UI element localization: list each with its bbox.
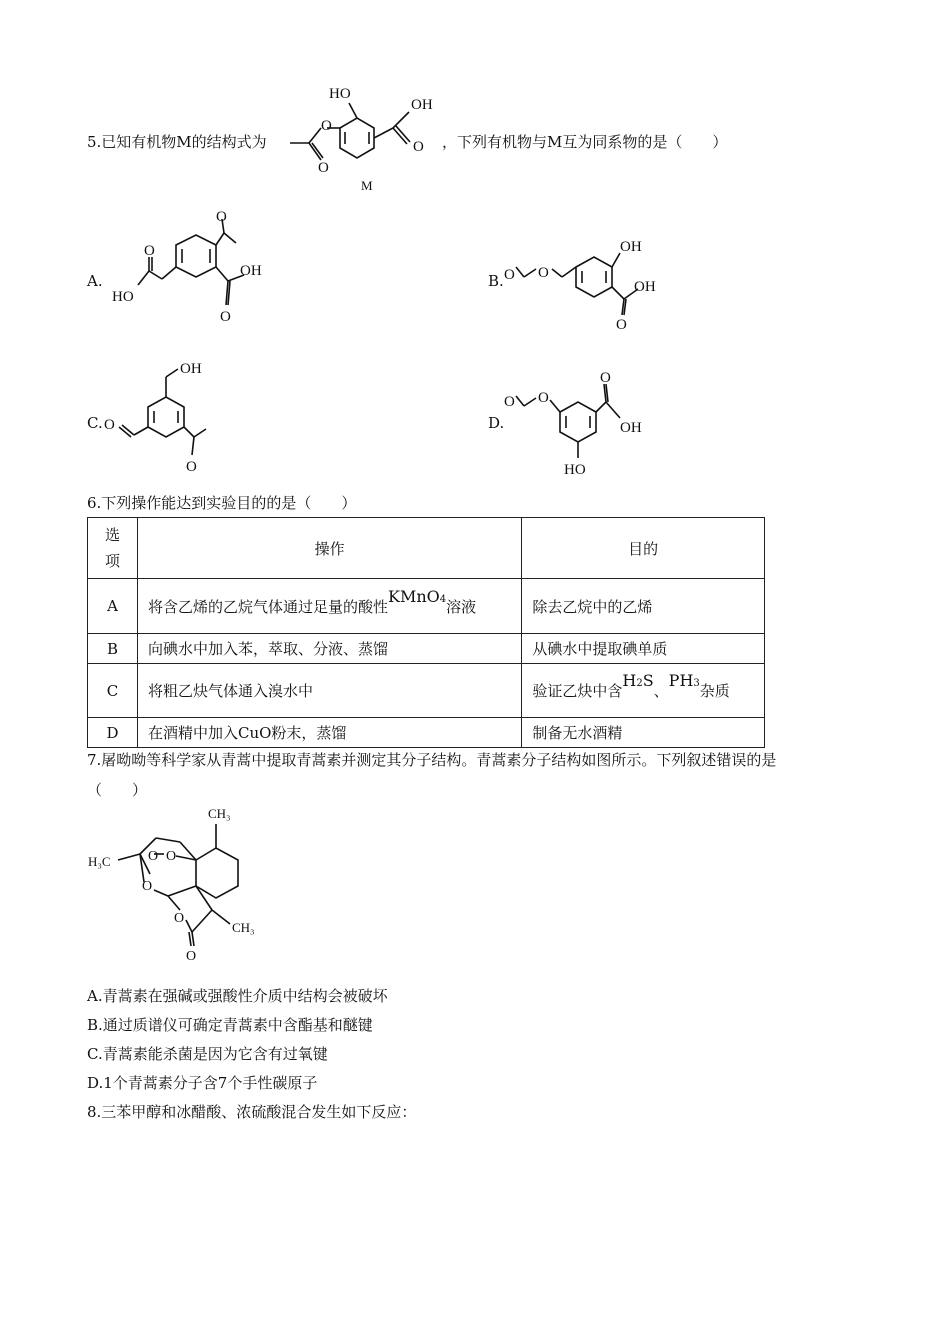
q6-row-purpose: 制备无水酒精	[522, 718, 765, 748]
m-ho: HO	[329, 86, 351, 102]
q5-stem-after	[442, 131, 727, 152]
b-oh: OH	[634, 279, 656, 295]
h2s-tail: S	[642, 671, 654, 690]
q7-stem	[87, 749, 776, 770]
m-label: M	[361, 178, 373, 193]
q6-row-b	[88, 634, 765, 664]
q6-row-key: B	[88, 634, 138, 664]
c-o-left: O	[104, 417, 115, 433]
b-o1: O	[504, 267, 515, 283]
q7-text: 7.屠呦呦等科学家从青蒿中提取青蒿素并测定其分子结构。青蒿素分子结构如图所示。下列叙述错误的是	[87, 751, 777, 769]
kmno4-main: KMnO	[387, 586, 440, 606]
q5-option-d-label: D.	[488, 414, 505, 432]
q6-row-op: 将粗乙炔气体通入溴水中	[137, 664, 521, 718]
h2s-sub: 2	[636, 678, 643, 689]
q6-header-option-top: 选	[104, 526, 120, 544]
q6-text: 6.下列操作能达到实验目的的是（ ）	[87, 494, 357, 512]
q5-stem	[87, 131, 267, 152]
d-oh: OH	[620, 420, 642, 436]
h2s-formula	[622, 671, 653, 690]
d-o2: O	[538, 390, 549, 406]
art-o-b: O	[166, 849, 177, 864]
b-o2: O	[538, 265, 549, 281]
q6-row-key: D	[88, 718, 138, 748]
q6-header-option	[88, 518, 138, 579]
q7-option-b[interactable]: B.通过质谱仪可确定青蒿素中含酯基和醚键	[87, 1016, 373, 1034]
q6-row-op: 向碘水中加入苯，萃取、分液、蒸馏	[137, 634, 521, 664]
q6-row-c-sep: 、	[653, 682, 669, 700]
q8-stem: 8.三苯甲醇和冰醋酸、浓硫酸混合发生如下反应：	[87, 1103, 417, 1121]
q6-row-a-formula	[388, 587, 446, 606]
q6-row-a-op-before: 将含乙烯的乙烷气体通过足量的酸性	[147, 597, 388, 616]
q6-header-purpose: 目的	[522, 518, 765, 579]
q5-text-after: ，下列有机物与M互为同系物的是（ ）	[442, 133, 728, 151]
d-o1: O	[504, 394, 515, 410]
q7-option-a[interactable]: A.青蒿素在强碱或强酸性介质中结构会被破坏	[87, 987, 388, 1005]
q5-option-d-structure	[500, 362, 660, 482]
d-o-top: O	[600, 370, 611, 386]
q7-option-d[interactable]: D.1个青蒿素分子含7个手性碳原子	[87, 1074, 318, 1092]
m-o-acid: O	[413, 139, 424, 155]
structure-m	[285, 80, 445, 195]
art-ch3-right: CH₃	[232, 920, 255, 935]
h2s-main: H	[622, 671, 637, 690]
q6-row-d	[88, 718, 765, 748]
q5-option-a-label: A.	[87, 272, 103, 290]
a-oh: OH	[240, 263, 262, 279]
q5-option-a-structure	[104, 205, 274, 330]
q6-row-a	[88, 579, 765, 634]
q6-row-op: 在酒精中加入CuO粉末，蒸馏	[137, 718, 521, 748]
m-o-ether: O	[321, 118, 332, 134]
c-oh: OH	[180, 361, 202, 377]
q5-option-a[interactable]	[87, 272, 103, 290]
q6-header-row	[88, 518, 765, 579]
m-o-carbonyl: O	[318, 160, 329, 176]
m-oh: OH	[411, 97, 433, 113]
q5-option-b-label: B.	[488, 272, 504, 290]
d-ho: HO	[564, 462, 586, 478]
q6-row-a-op-after: 溶液	[446, 597, 477, 616]
q6-row-purpose: 从碘水中提取碘单质	[522, 634, 765, 664]
q6-row-c-purpose-before: 验证乙炔中含	[532, 682, 623, 700]
q6-row-key: A	[88, 579, 138, 634]
a-o-left: O	[144, 243, 155, 259]
b-oh-top: OH	[620, 239, 642, 255]
q6-row-c	[88, 664, 765, 718]
q6-header-operation: 操作	[137, 518, 521, 579]
q5-text-before: 5.已知有机物M的结构式为	[87, 133, 267, 151]
q6-row-op	[137, 579, 521, 634]
q6-row-purpose	[522, 664, 765, 718]
a-o-top: O	[216, 209, 227, 225]
q6-header-option-bottom: 项	[104, 552, 120, 570]
ph3-formula	[669, 671, 700, 690]
q6-row-c-purpose-after: 杂质	[699, 682, 730, 700]
a-o-bottom: O	[220, 309, 231, 325]
kmno4-sub: 4	[439, 593, 447, 605]
q5-option-c-structure	[100, 355, 240, 480]
q5-option-b-structure	[502, 233, 672, 333]
art-o-a: O	[148, 849, 159, 864]
q6-row-key: C	[88, 664, 138, 718]
q7-paren: （ ）	[87, 781, 148, 799]
b-o-bottom: O	[616, 317, 627, 333]
art-ch3-top: CH₃	[208, 806, 231, 821]
artemisinin-structure	[88, 800, 268, 965]
c-o-bottom: O	[186, 459, 197, 475]
ph3-sub: 3	[693, 678, 700, 689]
a-ho: HO	[112, 289, 134, 305]
art-o-c: O	[142, 879, 153, 894]
q6-row-purpose: 除去乙烷中的乙烯	[522, 579, 765, 634]
art-o-e: O	[186, 949, 197, 964]
art-h3c: H₃C	[88, 854, 111, 869]
ph3-main: PH	[668, 671, 694, 690]
q6-table	[87, 517, 765, 748]
art-o-d: O	[174, 911, 185, 926]
q6-stem	[87, 492, 356, 513]
q5-option-c-label: C.	[87, 414, 103, 432]
q7-option-c[interactable]: C.青蒿素能杀菌是因为它含有过氧键	[87, 1045, 328, 1063]
